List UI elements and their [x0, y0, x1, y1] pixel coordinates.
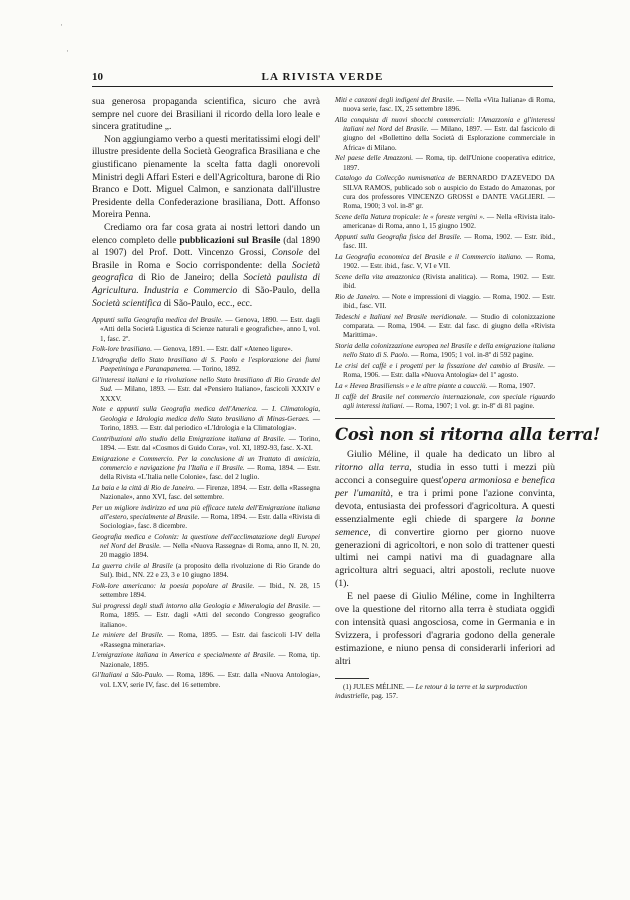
bibliography-entry	[335, 116, 555, 153]
entry-details: — Roma, tip. Nazionale, 1895.	[100, 651, 320, 669]
entry-details: — Genova, 1890. — Estr. dagli «Atti della Società Ligustica di Scienze naturali e geografiche», anno I, vol. 1, fasc. 2º.	[100, 316, 321, 343]
bibliography-entry	[335, 253, 555, 271]
entry-title: L'emigrazione italiana in America e specialmente al Brasile.	[92, 651, 276, 660]
entry-details: — Roma, 1894. — Estr. dalla «Rivista di Sociologia», fasc. 8 dicembre.	[100, 512, 320, 531]
bibliography-entry	[92, 562, 320, 580]
entry-title: La Geografia economica del Brasile e il Commercio italiano.	[335, 252, 523, 261]
entry-title: Alla conquista di nuovi sbocchi commerciali: l'Amazzonia e gl'interessi italiani nel Nord del Brasile.	[335, 116, 555, 134]
paragraph: Non aggiungiamo verbo a questi meritatissimi elogi dell' illustre presidente della Società Geografica Brasiliana e che giustificano pienamente la scelta fatta dagli onorevoli Ministri degli Affari Esteri e dell'Agricoltura, barone di Rio Branco e Dott. Miguel Calmon, e sanzionata dall'illustre Presidente della Confederazione brasiliana, Dott. Affonso Moreira Penna.	[92, 134, 320, 221]
entry-details: — Studio di colonizzazione comparata. — Roma, 1904. — Estr. dal fasc. di giugno della «Rivista Marittima».	[343, 312, 555, 340]
paragraph: Crediamo ora far cosa grata ai nostri lettori dando un elenco completo delle pubblicazioni sul Brasile (dal 1890 al 1907) del Prof. Dott. Vincenzo Grossi, Console del Brasile in Roma e Socio corrispondente: della Società geografica di Rio de Janeiro; della Società paulista di Agricultura. Industria e Commercio di São-Paulo, della Società scientifica di São-Paulo, ecc., ecc.	[92, 222, 321, 309]
entry-details: — Roma, 1902. — Estr. ibid., fasc. III.	[343, 232, 555, 251]
bibliography-entry	[335, 96, 555, 114]
entry-details: — Roma, 1902. — Estr. ibid., fasc. V, VI e VII.	[343, 252, 555, 271]
entry-title: Tedeschi e Italiani nel Brasile meridionale.	[335, 312, 467, 321]
article-paragraph: Giulio Méline, il quale ha dedicato un libro al ritorno alla terra, studia in esso tutti i mezzi più acconci a conseguire quest'opera armoniosa e benefica per l'umanità, e tra i primi pone l'azione convinta, devota, entusiasta dei professori d'agricoltura. A questi essenzialmente egli chiede di spargere la bonne semence, di convertire giorno per giorno nuove generazioni di agricoltori, e non solo di trattener questi ultimi nei campi nativi ma di guadagnare alla agricoltura altri seguaci, altri apostoli, reclute nuove (1).	[335, 449, 555, 590]
bibliography-entry	[335, 382, 555, 391]
entry-title: Contribuzioni allo studio della Emigrazione italiana al Brasile.	[92, 434, 286, 443]
bibliography-list	[335, 96, 555, 411]
bibliography-entry	[335, 233, 555, 251]
entry-details: (a proposito della rivoluzione di Rio Grande do Sul). Ibid., NN. 22 e 23, 3 e 10 giugno 1894.	[100, 562, 320, 580]
entry-title: La baia e la città di Rio de Janeiro.	[92, 483, 196, 492]
bibliography-list	[92, 316, 320, 690]
entry-title: Appunti sulla Geografia fisica del Brasile.	[335, 232, 462, 241]
article-title: Così non si ritorna alla terra!	[335, 425, 601, 445]
entry-title: Le miniere del Brasile.	[92, 631, 164, 640]
entry-details: — Roma, 1905; 1 vol. in-8º di 592 pagine.	[409, 351, 534, 360]
entry-title: Miti e canzoni degli indigeni del Brasile.	[335, 96, 455, 104]
bibliography-entry	[92, 602, 320, 630]
entry-details: — Nella «Rivista italo-americana» di Roma, anno 1, 15 giugno 1902.	[343, 212, 555, 231]
entry-title: Sui progressi degli studi intorno alla Geologia e Mineralogia del Brasile.	[92, 602, 311, 611]
bibliography-entry	[92, 435, 320, 453]
entry-details: — Nella «Nuova Rassegna» di Roma, anno II, N. 20, 20 maggio 1894.	[100, 542, 320, 560]
bibliography-entry	[92, 405, 320, 433]
bibliography-entry	[92, 356, 320, 374]
section-divider	[335, 418, 555, 419]
entry-details: — Roma, 1896. — Estr. dalla «Nuova Antologia», vol. LXV, serie IV, fasc. del 16 settembre.	[100, 671, 320, 689]
entry-details: — Note e impressioni di viaggio. — Roma, 1902. — Estr. ibid., fasc. VII.	[343, 292, 555, 311]
entry-details: — Roma, 1907; 1 vol. gr. in-8º di 81 pagine.	[404, 402, 535, 411]
left-column	[92, 96, 320, 691]
bibliography-entry	[92, 316, 320, 344]
entry-title: Storia della colonizzazione europea nel Brasile e della emigrazione italiana nello Stato di S. Paolo.	[335, 342, 555, 360]
bibliography-entry	[335, 313, 555, 341]
entry-details: — Torino, 1893. — Estr. dal periodico «L'Idrologia e la Climatologia».	[100, 414, 321, 432]
entry-details: — Nella «Vita Italiana» di Roma, nuova serie, fasc. IX, 25 settembre 1896.	[343, 96, 555, 114]
bibliography-entry	[335, 213, 555, 231]
bibliography-entry	[92, 455, 320, 483]
page-number: 10	[92, 71, 103, 83]
entry-details: BERNARDO D'AZEVEDO DA SILVA RAMOS, publicado sob o auspicio do Estado do Amazonas, por cura dos professores VINCENZO GROSSI e DANTE VAGLIERI. — Roma, 1900; 3 vol. in-8º gr.	[343, 174, 555, 211]
footnote: (1) JULES MÉLINE. — Le retour à la terre et la surproduction industrielle, pag. 157.	[335, 682, 528, 700]
entry-details: — Roma, 1907.	[487, 382, 536, 391]
entry-title: Scene della vita amazzonica	[335, 272, 420, 281]
bibliography-entry	[335, 154, 555, 172]
entry-details: — Roma, tip. dell'Unione cooperativa editrice, 1897.	[343, 154, 555, 172]
right-column	[335, 96, 601, 701]
bibliography-entry	[92, 504, 320, 532]
bibliography-entry	[92, 651, 320, 669]
entry-title: Appunti sulla Geografia medica del Brasile.	[92, 316, 223, 325]
bibliography-entry	[335, 342, 555, 360]
bibliography-entry	[92, 376, 320, 404]
entry-title: Emigrazione e Commercio. Per la conclusione di un Trattato di amicizia, commercio e navigazione fra l'Italia e il Brasile.	[92, 454, 320, 472]
entry-details: — Ibid., N. 28, 15 settembre 1894.	[100, 582, 320, 600]
entry-title: Per un migliore indirizzo ed una più efficace tutela dell'Emigrazione italiana all'estero, specialmente al Brasile.	[92, 503, 320, 521]
bibliography-entry	[335, 293, 555, 311]
entry-details: — Milano, 1893. — Estr. dal «Pensiero Italiano», fascicoli XXXIV e XXXV.	[100, 385, 320, 403]
bibliography-entry	[335, 393, 555, 411]
bibliography-entry	[92, 484, 320, 502]
entry-details: — Milano, 1897. — Estr. dal fascicolo di giugno del «Bollettino della Società di Esplorazione commerciale in Africa» di Milano.	[343, 125, 555, 152]
entry-title: Catalogo da Collecção numismatica de	[335, 174, 455, 183]
entry-details: — Firenze, 1894. — Estr. della «Rassegna Nazionale», anno XVI, fasc. del settembre.	[100, 483, 320, 501]
entry-details: (Rivista analitica). — Roma, 1902. — Estr. ibid.	[343, 272, 555, 291]
entry-details: — Roma, 1906. — Estr. dalla «Nuova Antologia» del 1º agosto.	[343, 362, 556, 380]
entry-title: Folk-lore americano: la poesia popolare al Brasile.	[92, 582, 255, 591]
bibliography-entry	[92, 671, 320, 689]
paragraph: sua generosa propaganda scientifica, sicuro che avrà sempre nel cuore dei Brasiliani il ricordo della loro leale e sincera gratitudine „.	[92, 97, 320, 133]
bibliography-entry	[335, 362, 555, 380]
entry-title: Scene della Natura tropicale: le « foreste vergini ».	[335, 212, 485, 221]
bibliography-entry	[92, 345, 320, 354]
entry-title: Le crisi del caffè e i progetti per la fissazione del cambio al Brasile.	[335, 362, 545, 371]
entry-details: — Torino, 1894. — Estr. dal «Cosmos di Guido Cora», vol. XI, 1892-93, fasc. X-XI.	[100, 434, 320, 452]
entry-details: — Roma, 1895. — Estr. dai fascicoli I-IV della «Rassegna mineraria».	[100, 631, 321, 649]
entry-title: Geografia medica e Coloniz: la questione dell'acclimatazione degli Europei nel Nord del Brasile.	[92, 532, 320, 551]
entry-title: L'idrografia dello Stato brasiliano di S. Paolo e l'esplorazione dei fiumi Paepetininga e Paranapanema.	[92, 356, 320, 374]
entry-details: — Torino, 1892.	[191, 365, 241, 374]
page-header	[92, 70, 553, 87]
entry-title: Il caffè del Brasile nel commercio internazionale, con speciale riguardo agli interessi italiani.	[335, 392, 555, 411]
article-paragraph: E nel paese di Giulio Méline, come in Inghilterra ove la questione del ritorno alla terra è studiata oggidì con intensità quasi angosciosa, come in Germania e in Svizzera, i professori d'agraria godono della generale estimazione, e niuno pensa di considerarli inferiori ad altri	[335, 591, 555, 667]
entry-title: Nel paese delle Amazzoni.	[335, 154, 414, 163]
entry-details: — Genova, 1891. — Estr. dall' «Ateneo ligure».	[152, 345, 293, 354]
bibliography-entry	[92, 582, 320, 600]
running-title: LA RIVISTA VERDE	[261, 71, 384, 83]
entry-title: Rio de Janeiro.	[335, 292, 380, 301]
scan-speck: ·	[60, 20, 63, 30]
entry-title: Gl'interessi italiani e la rivoluzione nello Stato brasiliano di Rio Grande del Sud.	[92, 376, 320, 394]
bibliography-entry	[92, 631, 320, 649]
entry-details: — Roma, 1895. — Estr. dagli «Atti del secondo Congresso geografico italiano».	[100, 602, 321, 629]
entry-title: Note e appunti sulla Geografia medica dell'America. — I. Climatologia, Geologia e Idrologia medica dello Stato brasiliano di Minas-Geraes.	[92, 405, 320, 423]
entry-title: La guerra civile al Brasile	[92, 562, 173, 571]
scan-speck: ·	[66, 46, 69, 56]
footnote-divider	[335, 678, 369, 679]
bibliography-entry	[335, 174, 555, 211]
entry-details: — Roma, 1894. — Estr. della Rivista «L'Italia nelle Colonie», fasc. del 2 luglio.	[100, 463, 320, 481]
entry-title: Folk-lore brasiliano.	[92, 345, 153, 354]
bibliography-entry	[335, 273, 555, 291]
entry-title: La « Hevea Brasiliensis » e le altre piante a caucciù.	[335, 382, 488, 391]
entry-title: Gl'Italiani a São-Paulo.	[92, 671, 164, 680]
bibliography-entry	[92, 533, 320, 561]
